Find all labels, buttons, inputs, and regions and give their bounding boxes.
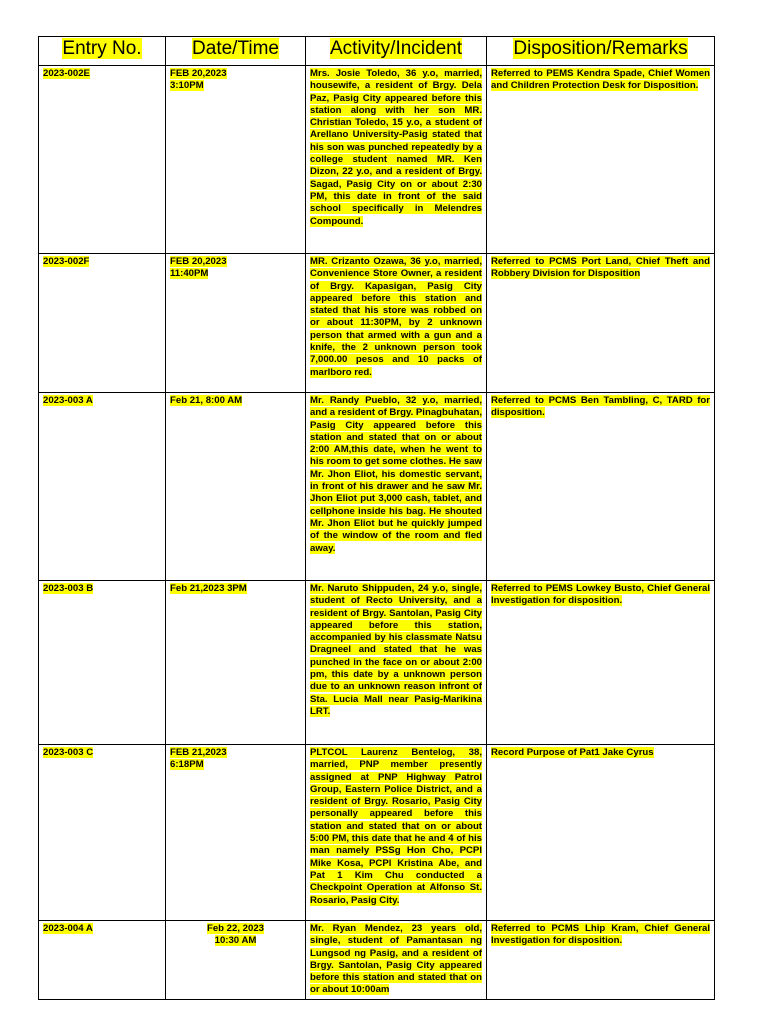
disposition-cell: Referred to PEMS Lowkey Busto, Chief General Investigation for disposition.	[487, 581, 715, 745]
date-time-cell: Feb 21, 8:00 AM	[166, 393, 306, 581]
table-row	[39, 254, 715, 393]
table-row	[39, 393, 715, 581]
date-time-cell: Feb 22, 2023 10:30 AM	[166, 921, 306, 1000]
disposition-cell: Record Purpose of Pat1 Jake Cyrus	[487, 745, 715, 921]
header-activity-incident: Activity/Incident	[306, 37, 487, 66]
table-row	[39, 581, 715, 745]
header-disposition-remarks: Disposition/Remarks	[487, 37, 715, 66]
entry-number-cell: 2023-003 B	[39, 581, 166, 745]
disposition-cell: Referred to PCMS Port Land, Chief Theft and Robbery Division for Disposition	[487, 254, 715, 393]
date-time-cell: FEB 20,2023 11:40PM	[166, 254, 306, 393]
date-time-cell: Feb 21,2023 3PM	[166, 581, 306, 745]
entry-number-cell: 2023-002E	[39, 66, 166, 254]
police-blotter-table	[38, 36, 715, 1000]
header-entry-no: Entry No.	[39, 37, 166, 66]
date-time-cell: FEB 21,2023 6:18PM	[166, 745, 306, 921]
disposition-cell: Referred to PCMS Lhip Kram, Chief General Investigation for disposition.	[487, 921, 715, 1000]
entry-number-cell: 2023-003 C	[39, 745, 166, 921]
entry-number-cell: 2023-004 A	[39, 921, 166, 1000]
entry-number-cell: 2023-002F	[39, 254, 166, 393]
header-date-time: Date/Time	[166, 37, 306, 66]
activity-cell: Mr. Randy Pueblo, 32 y.o, married, and a resident of Brgy. Pinagbuhatan, Pasig City appeared before this station and stated that on or about 2:00 AM,this date, when he went to his room to get some clothes. He saw Mr. Jhon Eliot, his domestic servant, in front of his drawer and he saw Mr. Jhon Eliot put 3,000 cash, tablet, and cellphone inside his bag. He shouted Mr. Jhon Eliot but he quickly jumped of the window of the room and fled away.	[306, 393, 487, 581]
activity-cell: MR. Crizanto Ozawa, 36 y.o, married, Convenience Store Owner, a resident of Brgy. Kapasigan, Pasig City appeared before this station and stated that his store was robbed on or about 11:30PM, by 2 unknown person that armed with a gun and a knife, the 2 unknown person took 7,000.00 pesos and 10 packs of marlboro red.	[306, 254, 487, 393]
activity-cell: Mr. Naruto Shippuden, 24 y.o, single, student of Recto University, and a resident of Brgy. Santolan, Pasig City appeared before this station, accompanied by his classmate Natsu Dragneel and stated that he was punched in the face on or about 2:00 pm, this date by a unknown person due to an unknown reason infront of Sta. Lucia Mall near Pasig-Marikina LRT.	[306, 581, 487, 745]
table-row	[39, 745, 715, 921]
date-time-cell: FEB 20,2023 3:10PM	[166, 66, 306, 254]
activity-cell: Mrs. Josie Toledo, 36 y.o, married, housewife, a resident of Brgy. Dela Paz, Pasig City appeared before this station along with her son MR. Christian Toledo, 15 y.o, a student of Arellano University-Pasig stated that his son was punched repeatedly by a college student named MR. Ken Dizon, 22 y.o, and a resident of Brgy. Sagad, Pasig City on or about 2:30 PM, this date in front of the said school specifically in Melendres Compound.	[306, 66, 487, 254]
activity-cell: Mr. Ryan Mendez, 23 years old, single, student of Pamantasan ng Lungsod ng Pasig, and a resident of Brgy. Santolan, Pasig City appeared before this station and stated that on or about 10:00am	[306, 921, 487, 1000]
table-row	[39, 921, 715, 1000]
disposition-cell: Referred to PEMS Kendra Spade, Chief Women and Children Protection Desk for Disposition.	[487, 66, 715, 254]
activity-cell: PLTCOL Laurenz Bentelog, 38, married, PNP member presently assigned at PNP Highway Patrol Group, Eastern Police District, and a resident of Brgy. Rosario, Pasig City personally appeared before this station and stated that on or about 5:00 PM, this date that he and 4 of his man namely PSSg Hon Cho, PCPl Mike Kosa, PCPl Kristina Abe, and Pat 1 Kim Chu conducted a Checkpoint Operation at Alfonso St. Rosario, Pasig City.	[306, 745, 487, 921]
table-header-row	[39, 37, 715, 66]
disposition-cell: Referred to PCMS Ben Tambling, C, TARD for disposition.	[487, 393, 715, 581]
entry-number-cell: 2023-003 A	[39, 393, 166, 581]
table-row	[39, 66, 715, 254]
